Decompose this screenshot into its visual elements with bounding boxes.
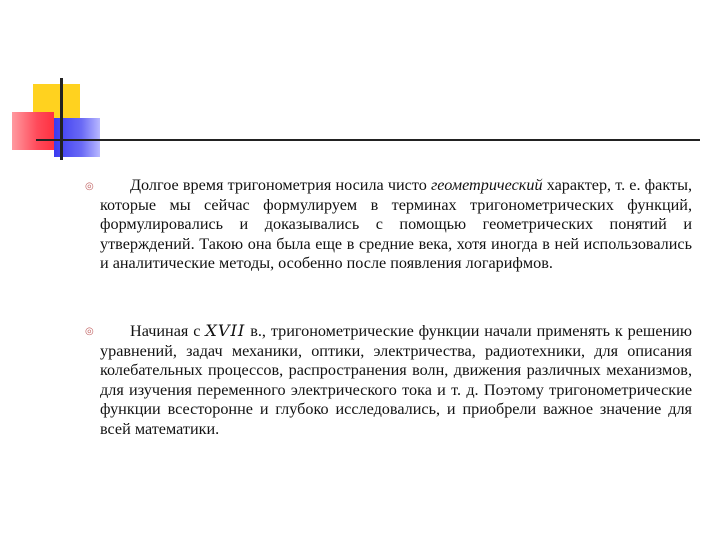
paragraph-applications	[85, 321, 692, 440]
paragraph-text-rest: характер, т. е. факты, которые мы сейчас формулируем в терминах тригонометрических функций, формулировались и доказывались с помощью геометрических понятий и утверждений. Такою она была еще в средние века, хотя иногда в ней использовались и аналитические методы, особенно после появления логарифмов.	[100, 176, 692, 273]
decor-horizontal-line	[36, 139, 700, 141]
paragraph-text-start: Начиная с	[130, 322, 206, 340]
paragraph-text-rest: в., тригонометрические функции начали применять к решению уравнений, задач механики, оптики, электричества, радиотехники, для описания колебательных процессов, распространения волн, движения различных механизмов, для изучения переменного электрического тока и т. д. Поэтому тригонометрические функции всесторонне и глубоко исследовались, и приобрели важное значение для всей математики.	[100, 322, 692, 438]
century-numeral: XVII	[205, 321, 246, 340]
paragraph-text-start: Долгое время тригонометрия носила чисто	[130, 176, 431, 194]
decor-red-square	[12, 112, 54, 150]
bullet-icon: ◎	[85, 181, 94, 192]
bullet-icon: ◎	[85, 326, 94, 337]
decor-vertical-line	[60, 78, 63, 160]
paragraph-geometric-history	[85, 176, 692, 274]
emphasis-text: геометрический	[430, 176, 543, 194]
